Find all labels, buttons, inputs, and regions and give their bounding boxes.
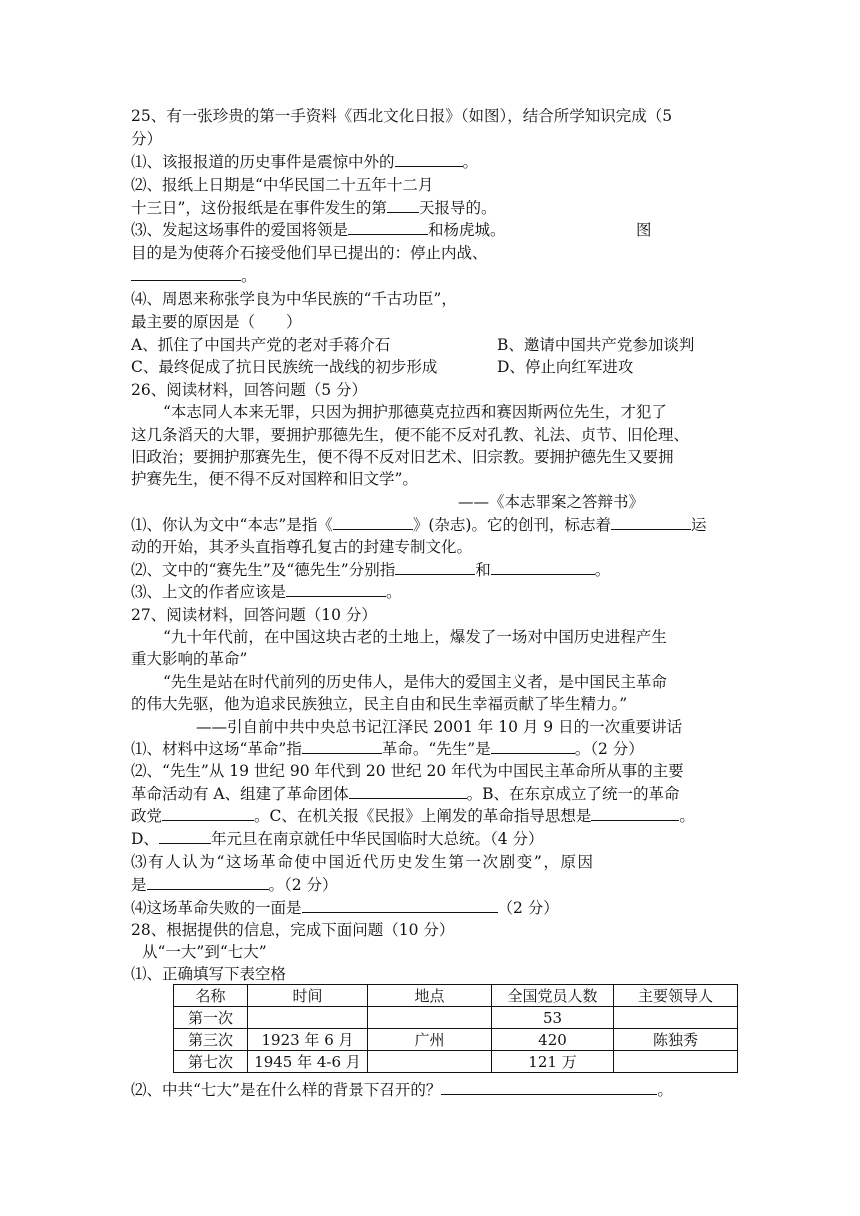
table-cell-blank[interactable] (248, 1007, 368, 1029)
answer-blank[interactable] (159, 829, 211, 844)
answer-blank[interactable] (147, 875, 269, 890)
q25-sub2-line1: ⑵、报纸上日期是“中华民国二十五年十二月 (131, 176, 434, 194)
table-cell: 陈独秀 (614, 1029, 738, 1051)
answer-blank[interactable] (349, 784, 467, 799)
q27-sub4 (131, 897, 559, 919)
q26-sub3-end: 。 (386, 583, 402, 601)
q26-sub2-mid: 和 (475, 561, 491, 579)
answer-blank[interactable] (491, 560, 595, 575)
q26-material-line3: 旧政治；要拥护那赛先生，便不得不反对旧艺术、旧宗教。要拥护德先生又要拥 (131, 448, 674, 466)
q28-sub2-text: ⑵、中共“七大”是在什么样的背景下召开的？ (131, 1081, 442, 1099)
table-header: 地点 (368, 985, 492, 1007)
q27-sub1-mid: 革命。“先生”是 (381, 740, 491, 758)
table-row (174, 1007, 738, 1029)
q27-sub3-line1: ⑶有人认为“这场革命使中国近代历史发生第一次剧变”，原因 (131, 853, 595, 871)
q27-sub1-text: ⑴、材料中这场“革命”指 (131, 740, 302, 758)
q28-title: 28、根据提供的信息，完成下面问题（10 分） (131, 921, 455, 939)
q25-option-a[interactable]: A、抓住了中国共产党的老对手蒋介石 (131, 336, 391, 354)
q26-title: 26、阅读材料，回答问题（5 分） (131, 381, 368, 399)
q25-sub4-line2: 最主要的原因是（ ） (131, 313, 302, 331)
q25-sub1 (131, 151, 478, 173)
answer-blank[interactable] (286, 582, 386, 597)
q25-option-b[interactable]: B、邀请中国共产党参加谈判 (497, 336, 695, 354)
answer-blank[interactable] (395, 152, 463, 167)
q26-sub1-mid: 》(杂志)。它的创刊，标志着 (412, 516, 611, 534)
q28-sub2-end: 。 (657, 1081, 673, 1099)
q25-option-d[interactable]: D、停止向红军进攻 (497, 358, 634, 376)
answer-blank[interactable] (491, 739, 575, 754)
q26-sub3-text: ⑶、上文的作者应该是 (131, 583, 287, 601)
q26-sub1-end: 运 (690, 516, 707, 534)
q27-sub2-text-c: 政党 (131, 807, 163, 825)
q27-sub1-end: 。（2 分） (574, 740, 644, 758)
q26-sub2 (131, 559, 610, 581)
q27-sub3-text: 是 (131, 876, 147, 894)
answer-blank[interactable] (131, 266, 241, 281)
q26-material-line2: 这几条滔天的大罪，要拥护那德先生，便不能不反对孔教、礼法、贞节、旧伦理、 (131, 426, 690, 444)
answer-blank[interactable] (395, 560, 475, 575)
q27-material-line1: “九十年代前，在中国这块古老的土地上，爆发了一场对中国历史进程产生 (163, 628, 667, 646)
q27-sub2-text-e: 。 (679, 807, 695, 825)
q28-sub2 (131, 1079, 673, 1101)
q27-sub3-end: 。（2 分） (268, 876, 338, 894)
table-cell-blank[interactable] (614, 1051, 738, 1073)
q25-sub3-text: ⑶、发起这场事件的爱国将领是 (131, 221, 349, 239)
q27-material-line4: 的伟大先驱，他为追求民族独立，民主自由和民生幸福贡献了毕生精力。” (131, 695, 628, 713)
q26-sub2-text: ⑵、文中的“赛先生”及“德先生”分别指 (131, 561, 396, 579)
q27-sub4-text: ⑷这场革命失败的一面是 (131, 899, 302, 917)
q27-source: ——引自前中共中央总书记江泽民 2001 年 10 月 9 日的一次重要讲话 (196, 718, 683, 736)
table-row (174, 1051, 738, 1073)
q27-material-line3: “先生是站在时代前列的历史伟人，是伟大的爱国主义者，是中国民主革命 (163, 673, 667, 691)
q27-sub2-line3 (131, 805, 695, 827)
q27-sub4-end: （2 分） (497, 899, 559, 917)
table-cell: 第七次 (174, 1051, 248, 1073)
q25-sub2-text: 十三日”，这份报纸是在事件发生的第 (131, 199, 387, 217)
q27-sub1 (131, 738, 644, 760)
q26-material-line4: 护赛先生，便不得不反对国粹和旧文学”。 (131, 470, 418, 488)
q27-sub2-line4 (131, 828, 543, 850)
q26-sub2-end: 。 (594, 561, 611, 579)
table-cell: 广州 (368, 1029, 492, 1051)
table-header: 全国党员人数 (492, 985, 614, 1007)
table-cell-blank[interactable] (614, 1007, 738, 1029)
table-header: 主要领导人 (614, 985, 738, 1007)
q25-sub2-end: 天报导的。 (418, 199, 497, 217)
q25-title-line2: 分） (131, 130, 163, 148)
q27-sub2-text-g: 年元旦在南京就任中华民国临时大总统。（4 分） (210, 830, 544, 848)
table-header-row (174, 985, 738, 1007)
table-cell: 1945 年 4-6 月 (248, 1051, 368, 1073)
table-cell-blank[interactable] (368, 1051, 492, 1073)
q26-sub1-text: ⑴、你认为文中“本志”是指《 (131, 516, 333, 534)
q27-sub3-line2 (131, 874, 338, 896)
table-header: 时间 (248, 985, 368, 1007)
q25-sub3-line2: 目的是为使蒋介石接受他们早已提出的：停止内战、 (131, 244, 488, 262)
q26-sub3 (131, 581, 402, 603)
table-cell: 第一次 (174, 1007, 248, 1029)
q27-sub2-text-b: 。B、在东京成立了统一的革命 (466, 785, 680, 803)
answer-blank[interactable] (611, 515, 691, 530)
q25-sub3-line1 (131, 219, 506, 241)
table-cell: 121 万 (492, 1051, 614, 1073)
q25-option-c[interactable]: C、最终促成了抗日民族统一战线的初步形成 (131, 358, 438, 376)
q28-sub1: ⑴、正确填写下表空格 (131, 965, 287, 983)
table-cell: 53 (492, 1007, 614, 1029)
q25-title-line1: 25、有一张珍贵的第一手资料《西北文化日报》（如图），结合所学知识完成（5 (131, 107, 673, 125)
q25-sub3-end: 和杨虎城。 (428, 221, 506, 239)
table-cell-blank[interactable] (368, 1007, 492, 1029)
q26-sub1-line1 (131, 514, 706, 536)
q26-sub1-line2: 动的开始，其矛头直指尊孔复古的封建专制文化。 (131, 538, 473, 556)
table-row (174, 1029, 738, 1051)
answer-blank[interactable] (302, 739, 382, 754)
q25-sub4-line1: ⑷、周恩来称张学良为中华民族的“千古功臣”， (131, 290, 457, 308)
answer-blank[interactable] (162, 806, 254, 821)
figure-label: 图 (636, 221, 652, 239)
q27-sub2-text-d: 。C、在机关报《民报》上阐发的革命指导思想是 (254, 807, 592, 825)
q25-sub1-text: ⑴、该报报道的历史事件是震惊中外的 (131, 153, 395, 171)
q27-sub2-text-a: 革命活动有 A、组建了革命团体 (131, 785, 349, 803)
q26-source: ——《本志罪案之答辩书》 (458, 493, 645, 511)
answer-blank[interactable] (387, 198, 419, 213)
table-header: 名称 (174, 985, 248, 1007)
q25-sub3-line3 (131, 265, 257, 287)
q25-sub2-line2 (131, 197, 496, 219)
q27-title: 27、阅读材料，回答问题（10 分） (131, 606, 377, 624)
table-cell: 第三次 (174, 1029, 248, 1051)
table-cell: 420 (492, 1029, 614, 1051)
q25-sub3-line3-end: 。 (241, 267, 257, 285)
answer-blank[interactable] (333, 515, 413, 530)
q27-material-line2: 重大影响的革命” (131, 650, 248, 668)
answer-blank[interactable] (591, 806, 679, 821)
answer-blank[interactable] (441, 1080, 657, 1095)
table-cell: 1923 年 6 月 (248, 1029, 368, 1051)
q27-sub2-text-f: D、 (131, 830, 159, 848)
q27-sub2-line1: ⑵、“先生”从 19 世纪 90 年代到 20 世纪 20 年代为中国民主革命所从事的主要 (131, 762, 684, 780)
q27-sub2-line2 (131, 783, 680, 805)
answer-blank[interactable] (348, 220, 428, 235)
q28-subtitle: 从“一大”到“七大” (142, 943, 267, 961)
q25-sub1-end: 。 (462, 153, 479, 171)
congress-table (173, 984, 738, 1073)
answer-blank[interactable] (302, 898, 498, 913)
q26-material-line1: “本志同人本来无罪，只因为拥护那德莫克拉西和赛因斯两位先生，才犯了 (163, 403, 667, 421)
